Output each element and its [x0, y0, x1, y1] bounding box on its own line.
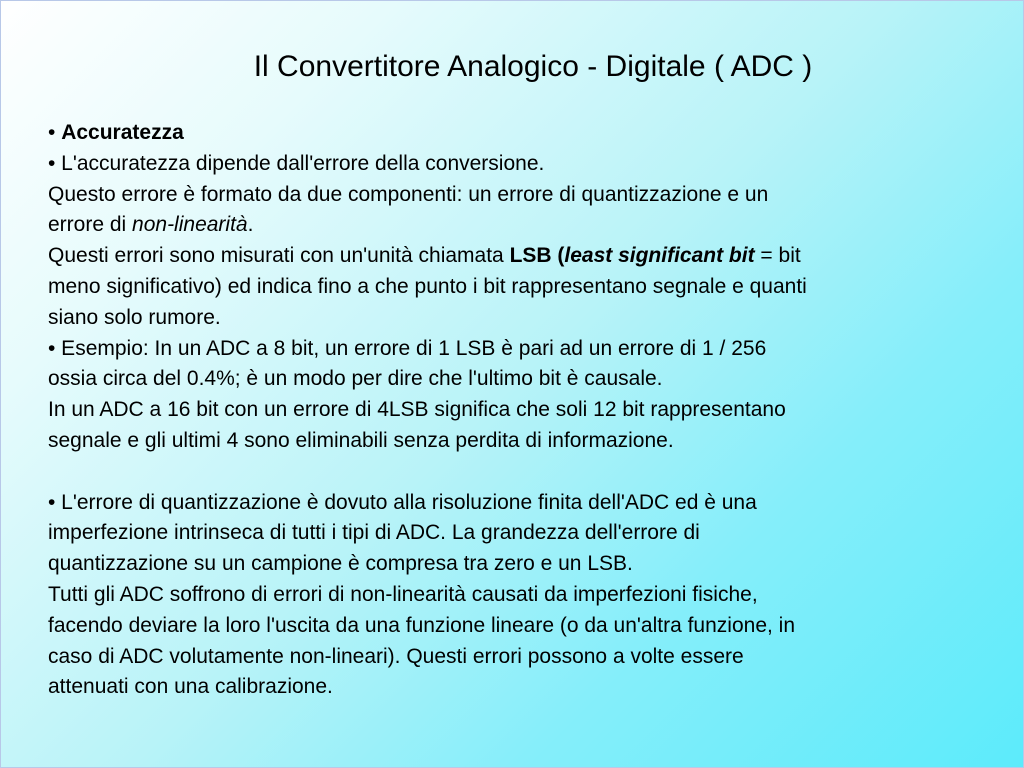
paragraph-line: ossia circa del 0.4%; è un modo per dire che l'ultimo bit è causale.	[48, 367, 663, 391]
emphasis-text: non-linearità	[132, 213, 248, 237]
paragraph-line	[48, 241, 988, 272]
paragraph-line: • Esempio: In un ADC a 8 bit, un errore di 1 LSB è pari ad un errore di 1 / 256	[48, 336, 767, 360]
lsb-expansion: least significant bit	[564, 244, 755, 268]
paragraph-line: • L'errore di quantizzazione è dovuto alla risoluzione finita dell'ADC ed è una	[48, 490, 757, 514]
heading-line	[48, 118, 988, 149]
section-heading: Accuratezza	[61, 121, 184, 144]
paragraph-line: segnale e gli ultimi 4 sono eliminabili senza perdita di informazione.	[48, 428, 674, 452]
paragraph-line: quantizzazione su un campione è compresa tra zero e un LSB.	[48, 552, 633, 576]
text-run: errore di	[48, 213, 133, 237]
lsb-term: LSB (	[509, 244, 565, 268]
paragraph-line	[48, 210, 988, 241]
heading-bullet: •	[48, 121, 62, 144]
paragraph-line: facendo deviare la loro l'uscita da una funzione lineare (o da un'altra funzione, in	[48, 613, 796, 637]
paragraph-line: In un ADC a 16 bit con un errore di 4LSB significa che soli 12 bit rappresentano	[48, 398, 786, 422]
paragraph-line: attenuati con una calibrazione.	[48, 675, 333, 699]
paragraph-line: siano solo rumore.	[48, 305, 221, 329]
paragraph-line: caso di ADC volutamente non-lineari). Questi errori possono a volte essere	[48, 644, 744, 668]
paragraph-line: imperfezione intrinseca di tutti i tipi di ADC. La grandezza dell'errore di	[48, 521, 700, 545]
paragraph-line: Tutti gli ADC soffrono di errori di non-linearità causati da imperfezioni fisiche,	[48, 582, 758, 606]
slide-body	[48, 118, 988, 703]
text-run: Questi errori sono misurati con un'unità chiamata	[48, 244, 510, 268]
text-run: = bit	[754, 244, 801, 268]
text-run: .	[247, 213, 254, 237]
paragraph-line: meno significativo) ed indica fino a che punto i bit rappresentano segnale e quanti	[48, 274, 807, 298]
paragraph-spacer	[48, 457, 988, 488]
slide-title: Il Convertitore Analogico - Digitale ( ADC )	[253, 50, 813, 83]
paragraph-line: • L'accuratezza dipende dall'errore della conversione.	[48, 151, 545, 175]
paragraph-line: Questo errore è formato da due componenti: un errore di quantizzazione e un	[48, 182, 769, 206]
